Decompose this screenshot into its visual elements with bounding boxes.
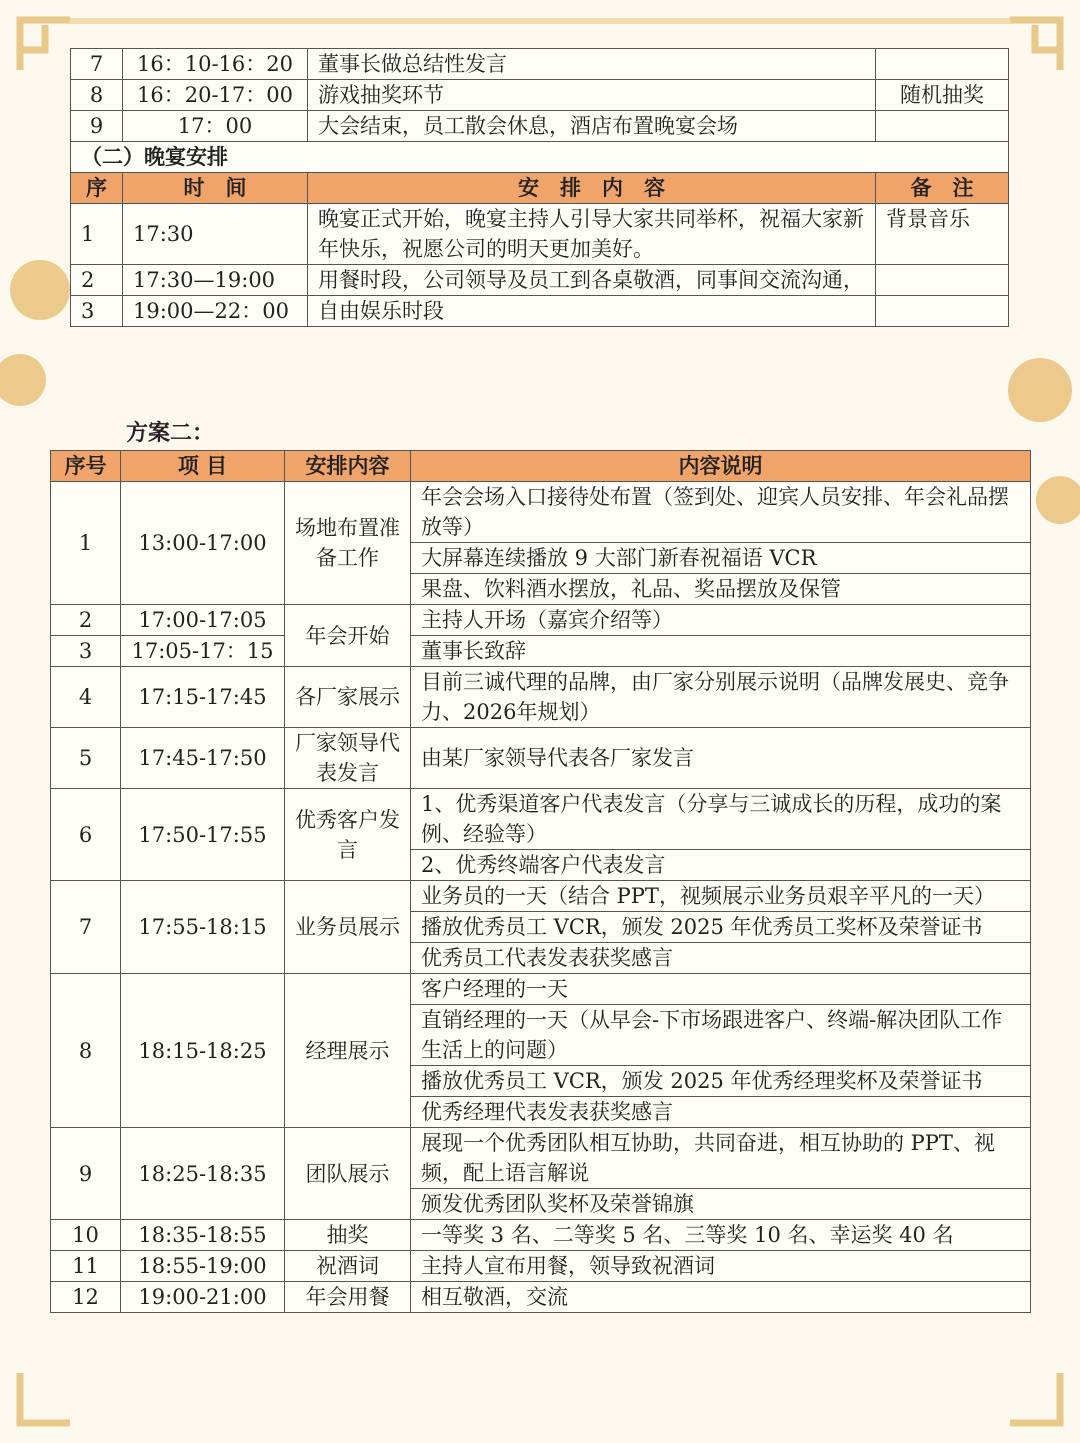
table-row <box>51 1282 1031 1313</box>
row-number: 6 <box>51 789 121 881</box>
schedule-continued-table <box>70 48 1009 327</box>
row-description: 年会会场入口接待处布置（签到处、迎宾人员安排、年会礼品摆放等） <box>411 482 1031 543</box>
table-row <box>71 111 1009 142</box>
table-row <box>71 265 1009 296</box>
row-description: 1、优秀渠道客户代表发言（分享与三诚成长的历程，成功的案例、经验等） <box>411 789 1031 850</box>
table-row <box>51 482 1031 543</box>
row-content: 游戏抽奖环节 <box>308 80 876 111</box>
table-row <box>51 636 1031 667</box>
row-time: 16：20-17：00 <box>123 80 308 111</box>
table-row <box>71 80 1009 111</box>
row-item: 祝酒词 <box>285 1251 411 1282</box>
row-time: 19:00—22：00 <box>123 296 308 327</box>
row-description: 直销经理的一天（从早会-下市场跟进客户、终端-解决团队工作生活上的问题） <box>411 1005 1031 1066</box>
row-note <box>876 265 1009 296</box>
row-time: 16：10-16：20 <box>123 49 308 80</box>
table-row <box>71 49 1009 80</box>
section-title-row <box>71 142 1009 173</box>
header-number: 序号 <box>51 451 121 482</box>
row-number: 11 <box>51 1251 121 1282</box>
header-row <box>51 451 1031 482</box>
row-time: 17:45-17:50 <box>121 728 285 789</box>
row-description: 展现一个优秀团队相互协助，共同奋进，相互协助的 PPT、视频，配上语言解说 <box>411 1128 1031 1189</box>
row-number: 7 <box>51 881 121 974</box>
row-number: 4 <box>51 667 121 728</box>
row-number: 5 <box>51 728 121 789</box>
table-row <box>51 1220 1031 1251</box>
row-number: 9 <box>71 111 123 142</box>
row-time: 17:15-17:45 <box>121 667 285 728</box>
row-description: 2、优秀终端客户代表发言 <box>411 850 1031 881</box>
row-time: 17:00-17:05 <box>121 605 285 636</box>
row-content: 自由娱乐时段 <box>308 296 876 327</box>
plan2-title: 方案二： <box>126 420 215 446</box>
row-description: 客户经理的一天 <box>411 974 1031 1005</box>
row-description: 果盘、饮料酒水摆放，礼品、奖品摆放及保管 <box>411 574 1031 605</box>
row-description: 优秀员工代表发表获奖感言 <box>411 943 1031 974</box>
table-row <box>51 605 1031 636</box>
row-time: 19:00-21:00 <box>121 1282 285 1313</box>
row-number: 10 <box>51 1220 121 1251</box>
row-content: 用餐时段，公司领导及员工到各桌敬酒，同事间交流沟通， <box>308 265 876 296</box>
row-item: 抽奖 <box>285 1220 411 1251</box>
row-description: 颁发优秀团队奖杯及荣誉锦旗 <box>411 1189 1031 1220</box>
table-row <box>51 1128 1031 1189</box>
row-number: 3 <box>51 636 121 667</box>
row-time: 18:15-18:25 <box>121 974 285 1128</box>
row-number: 12 <box>51 1282 121 1313</box>
row-description: 主持人宣布用餐，领导致祝酒词 <box>411 1251 1031 1282</box>
table-row <box>51 728 1031 789</box>
row-content: 董事长做总结性发言 <box>308 49 876 80</box>
row-time: 18:55-19:00 <box>121 1251 285 1282</box>
row-time: 17:30—19:00 <box>123 265 308 296</box>
table-row <box>71 204 1009 265</box>
row-number: 3 <box>71 296 123 327</box>
row-description: 大屏幕连续播放 9 大部门新春祝福语 VCR <box>411 543 1031 574</box>
section-title: （二）晚宴安排 <box>71 142 1009 173</box>
row-item: 年会开始 <box>285 605 411 667</box>
header-description: 内容说明 <box>411 451 1031 482</box>
row-number: 2 <box>71 265 123 296</box>
row-note <box>876 296 1009 327</box>
row-number: 8 <box>51 974 121 1128</box>
row-number: 7 <box>71 49 123 80</box>
row-item: 团队展示 <box>285 1128 411 1220</box>
row-time: 18:35-18:55 <box>121 1220 285 1251</box>
row-time: 17：00 <box>123 111 308 142</box>
row-time: 13:00-17:00 <box>121 482 285 605</box>
row-time: 17:55-18:15 <box>121 881 285 974</box>
row-description: 由某厂家领导代表各厂家发言 <box>411 728 1031 789</box>
table-row <box>51 974 1031 1005</box>
row-item: 优秀客户发言 <box>285 789 411 881</box>
row-time: 17:50-17:55 <box>121 789 285 881</box>
table-row <box>51 667 1031 728</box>
row-note <box>876 49 1009 80</box>
row-number: 9 <box>51 1128 121 1220</box>
row-content: 晚宴正式开始，晚宴主持人引导大家共同举杯，祝福大家新年快乐，祝愿公司的明天更加美好。 <box>308 204 876 265</box>
row-note: 背景音乐 <box>876 204 1009 265</box>
row-number: 2 <box>51 605 121 636</box>
row-number: 1 <box>51 482 121 605</box>
row-description: 播放优秀员工 VCR，颁发 2025 年优秀员工奖杯及荣誉证书 <box>411 912 1031 943</box>
row-description: 播放优秀员工 VCR，颁发 2025 年优秀经理奖杯及荣誉证书 <box>411 1066 1031 1097</box>
table-row <box>51 881 1031 912</box>
row-item: 各厂家展示 <box>285 667 411 728</box>
header-row <box>71 173 1009 204</box>
row-item: 经理展示 <box>285 974 411 1128</box>
row-description: 一等奖 3 名、二等奖 5 名、三等奖 10 名、幸运奖 40 名 <box>411 1220 1031 1251</box>
row-item: 厂家领导代表发言 <box>285 728 411 789</box>
row-item: 业务员展示 <box>285 881 411 974</box>
header-time: 时 间 <box>123 173 308 204</box>
table-row <box>51 1251 1031 1282</box>
row-time: 17:30 <box>123 204 308 265</box>
row-item: 年会用餐 <box>285 1282 411 1313</box>
header-content: 安 排 内 容 <box>308 173 876 204</box>
row-time: 18:25-18:35 <box>121 1128 285 1220</box>
row-description: 业务员的一天（结合 PPT，视频展示业务员艰辛平凡的一天） <box>411 881 1031 912</box>
row-item: 场地布置准备工作 <box>285 482 411 605</box>
row-description: 目前三诚代理的品牌，由厂家分别展示说明（品牌发展史、竞争力、2026年规划） <box>411 667 1031 728</box>
row-description: 主持人开场（嘉宾介绍等） <box>411 605 1031 636</box>
table-row <box>71 296 1009 327</box>
row-time: 17:05-17：15 <box>121 636 285 667</box>
row-number: 1 <box>71 204 123 265</box>
row-content: 大会结束，员工散会休息，酒店布置晚宴会场 <box>308 111 876 142</box>
header-note: 备 注 <box>876 173 1009 204</box>
header-item: 项 目 <box>121 451 285 482</box>
header-arrangement: 安排内容 <box>285 451 411 482</box>
row-description: 优秀经理代表发表获奖感言 <box>411 1097 1031 1128</box>
table-row <box>51 789 1031 850</box>
plan2-table <box>50 450 1031 1313</box>
row-note <box>876 111 1009 142</box>
row-description: 董事长致辞 <box>411 636 1031 667</box>
row-number: 8 <box>71 80 123 111</box>
row-description: 相互敬酒，交流 <box>411 1282 1031 1313</box>
header-number: 序 <box>71 173 123 204</box>
row-note: 随机抽奖 <box>876 80 1009 111</box>
